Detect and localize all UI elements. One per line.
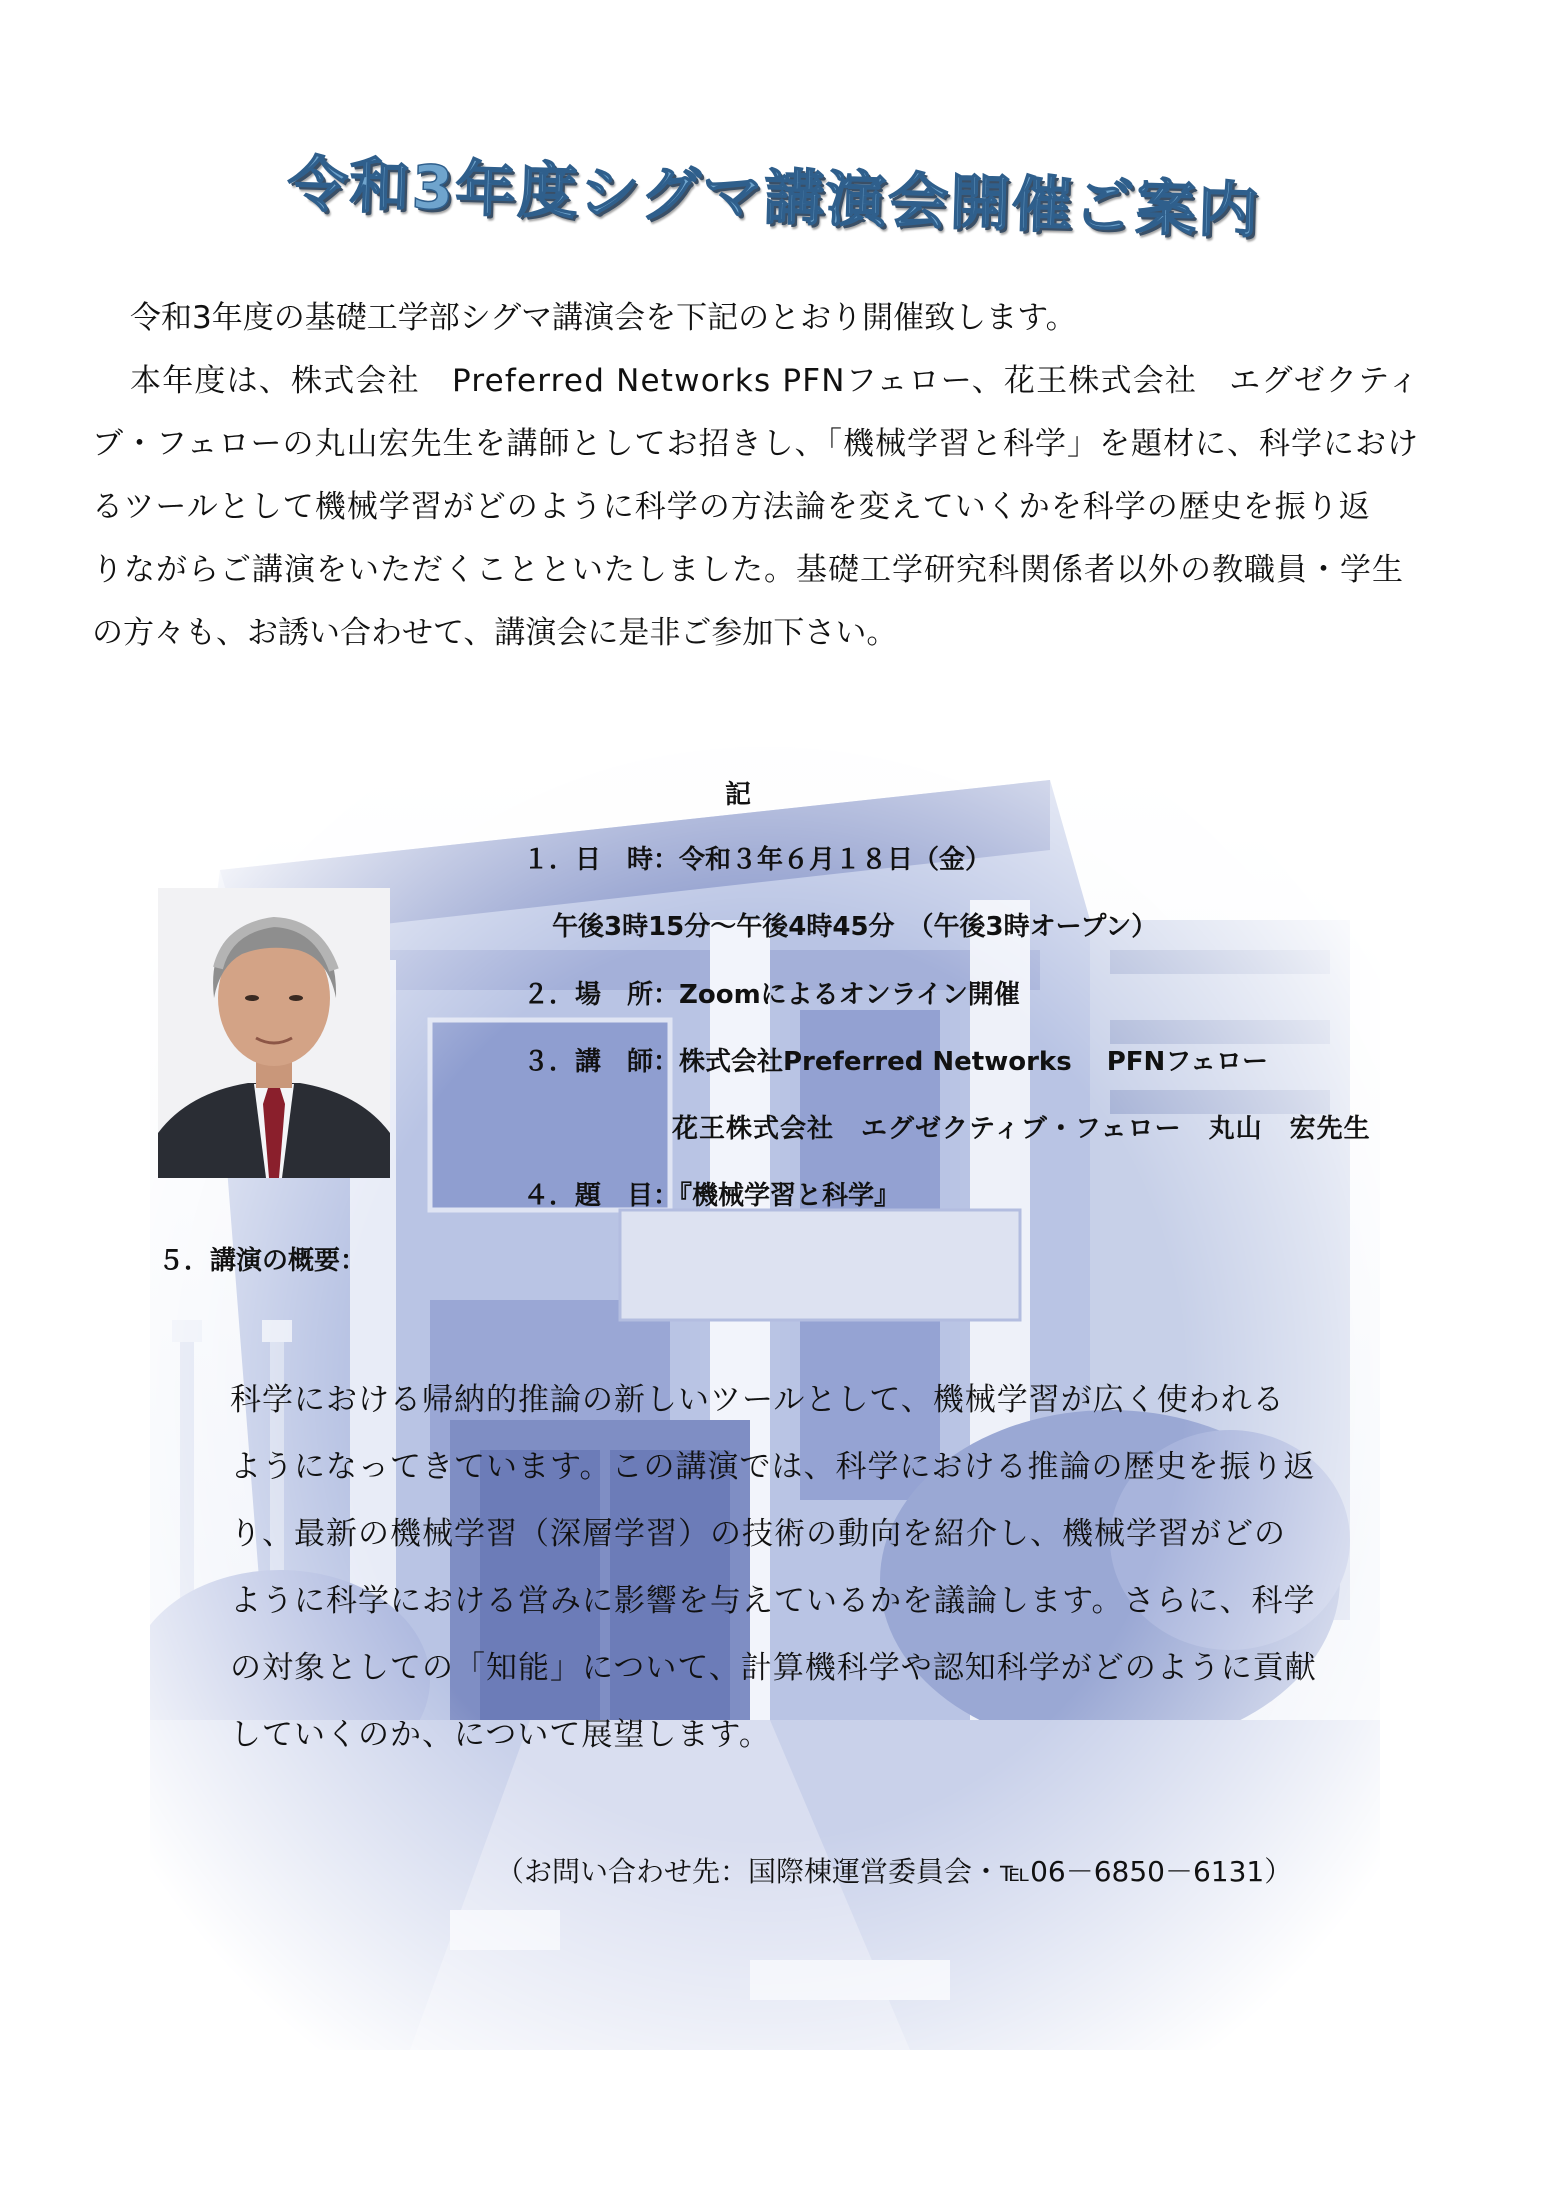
summary-line: ようになってきています。この講演では、科学における推論の歴史を振り返 (230, 1449, 1316, 1485)
summary-label: ５．講演の概要： (158, 1246, 367, 1276)
summary-line: していくのか、について展望します。 (230, 1717, 771, 1753)
intro-line: りながらご講演をいただくことといたしました。基礎工学研究科関係者以外の教職員・学生 (92, 552, 1404, 588)
intro-line: の方々も、お誘い合わせて、講演会に是非ご参加下さい。 (92, 615, 898, 651)
summary-line: の対象としての「知能」について、計算機科学や認知科学がどのように貢献 (230, 1650, 1317, 1686)
topic-line: ４．題 目：『機械学習と科学』 (523, 1181, 901, 1211)
intro-line: 令和3年度の基礎工学部シグマ講演会を下記のとおり開催致します。 (130, 300, 1077, 336)
place-line: ２．場 所：Zoomによるオンライン開催 (523, 980, 1020, 1010)
date-line: １．日 時：令和３年６月１８日（金） (523, 845, 992, 875)
summary-line: り、最新の機械学習（深層学習）の技術の動向を紹介し、機械学習がどの (230, 1516, 1286, 1552)
lecturer-line: ３．講 師：株式会社Preferred Networks PFNフェロー (523, 1047, 1269, 1077)
summary-line: 科学における帰納的推論の新しいツールとして、機械学習が広く使われる (230, 1382, 1285, 1418)
lecturer-line-2: 花王株式会社 エグゼクティブ・フェロー 丸山 宏先生 (672, 1114, 1371, 1144)
notice-heading: 記 (725, 780, 752, 810)
contact-line: （お問い合わせ先：国際棟運営委員会・℡06－6850－6131） (496, 1855, 1293, 1888)
intro-line: 本年度は、株式会社 Preferred Networks PFNフェロー、花王株式会社 エグゼクティ (130, 363, 1421, 399)
time-line: 午後3時15分～午後4時45分 （午後3時オープン） (552, 912, 1158, 942)
intro-line: るツールとして機械学習がどのように科学の方法論を変えていくかを科学の歴史を振り返 (92, 489, 1371, 525)
intro-line: ブ・フェローの丸山宏先生を講師としてお招きし、「機械学習と科学」を題材に、科学におけ (92, 426, 1419, 462)
page-title: 令和3年度シグマ講演会開催ご案内 (286, 149, 1261, 247)
summary-line: ように科学における営みに影響を与えているかを議論します。さらに、科学 (230, 1583, 1316, 1619)
